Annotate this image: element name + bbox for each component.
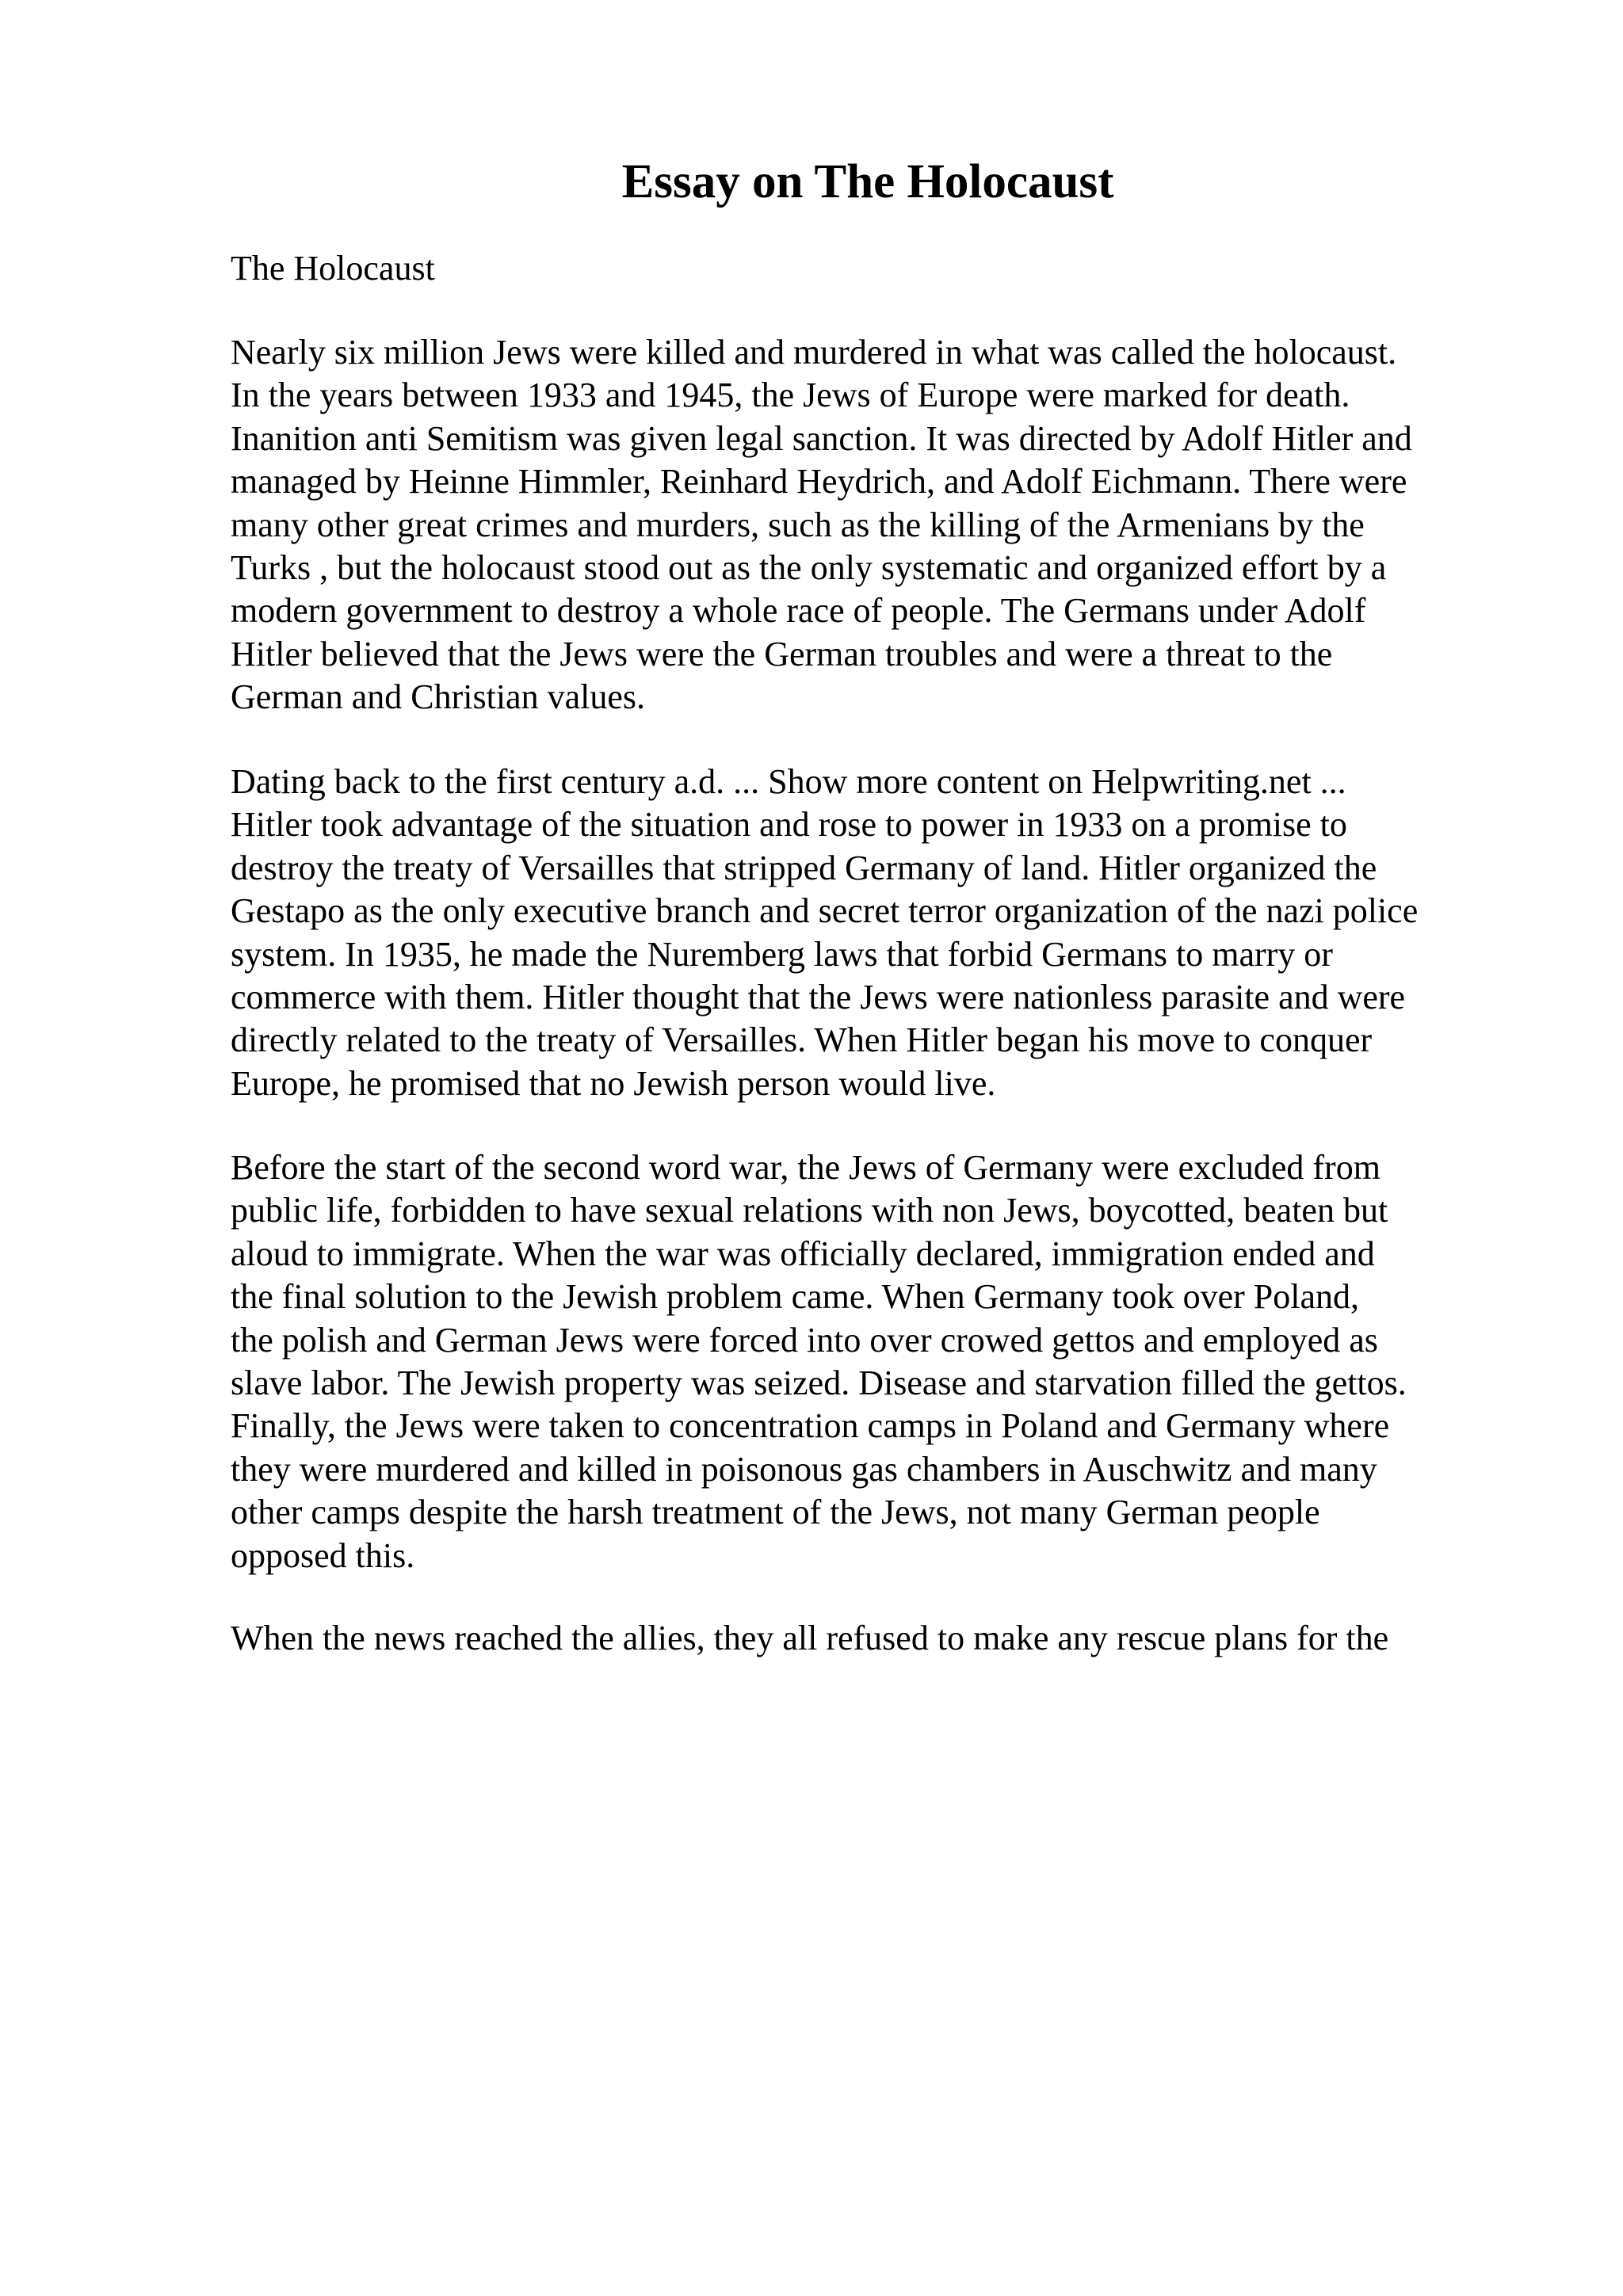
paragraph-line: Europe, he promised that no Jewish person would live. — [231, 1063, 996, 1103]
paragraph-line: public life, forbidden to have sexual relations with non Jews, boycotted, beaten but — [231, 1191, 1388, 1230]
paragraph-line: Before the start of the second word war, the Jews of Germany were excluded from — [231, 1148, 1381, 1187]
paragraph-line: managed by Heinne Himmler, Reinhard Heydrich, and Adolf Eichmann. There were — [231, 462, 1407, 502]
paragraph-line: Hitler believed that the Jews were the German troubles and were a threat to the — [231, 634, 1333, 673]
paragraph-line: the polish and German Jews were forced into over crowed gettos and employed as — [231, 1320, 1378, 1360]
paragraph-2 — [231, 761, 1418, 1105]
paragraph-line: many other great crimes and murders, such as the killing of the Armenians by the — [231, 505, 1365, 544]
paragraph-line: the final solution to the Jewish problem came. When Germany took over Poland, — [231, 1277, 1359, 1317]
paragraph-line: Nearly six million Jews were killed and murdered in what was called the holocaust. — [231, 333, 1397, 372]
paragraph-line: other camps despite the harsh treatment of the Jews, not many German people — [231, 1493, 1320, 1532]
paragraph-line: slave labor. The Jewish property was seized. Disease and starvation filled the gettos. — [231, 1363, 1407, 1403]
paragraph-line: aloud to immigrate. When the war was officially declared, immigration ended and — [231, 1234, 1375, 1273]
paragraph-line: system. In 1935, he made the Nuremberg laws that forbid Germans to marry or — [231, 934, 1333, 974]
paragraph-line: they were murdered and killed in poisonous gas chambers in Auschwitz and many — [231, 1449, 1377, 1489]
paragraph-line: Gestapo as the only executive branch and secret terror organization of the nazi police — [231, 891, 1419, 931]
paragraph-line: When the news reached the allies, they all refused to make any rescue plans for the — [231, 1619, 1389, 1657]
paragraph-3 — [231, 1146, 1407, 1577]
paragraph-line: Hitler took advantage of the situation and rose to power in 1933 on a promise to — [231, 805, 1347, 845]
essay-subtitle: The Holocaust — [231, 249, 435, 288]
paragraph-line: Dating back to the first century a.d. ... Show more content on Helpwriting.net ... — [231, 762, 1346, 801]
paragraph-line: commerce with them. Hitler thought that the Jews were nationless parasite and were — [231, 978, 1406, 1017]
page-title: Essay on The Holocaust — [621, 155, 1114, 208]
paragraph-line: Turks , but the holocaust stood out as the only systematic and organized effort by a — [231, 548, 1387, 588]
paragraph-line: German and Christian values. — [231, 677, 645, 717]
paragraph-line: Inanition anti Semitism was given legal sanction. It was directed by Adolf Hitler and — [231, 418, 1412, 458]
paragraph-line: destroy the treaty of Versailles that stripped Germany of land. Hitler organized the — [231, 848, 1377, 887]
paragraph-line: opposed this. — [231, 1535, 415, 1575]
paragraph-line: directly related to the treaty of Versailles. When Hitler began his move to conquer — [231, 1020, 1373, 1060]
paragraph-4 — [231, 1617, 1388, 1660]
paragraph-line: Finally, the Jews were taken to concentration camps in Poland and Germany where — [231, 1406, 1390, 1446]
paragraph-line: modern government to destroy a whole race of people. The Germans under Adolf — [231, 591, 1366, 631]
paragraph-1 — [231, 331, 1412, 719]
paragraph-line: In the years between 1933 and 1945, the Jews of Europe were marked for death. — [231, 376, 1350, 415]
